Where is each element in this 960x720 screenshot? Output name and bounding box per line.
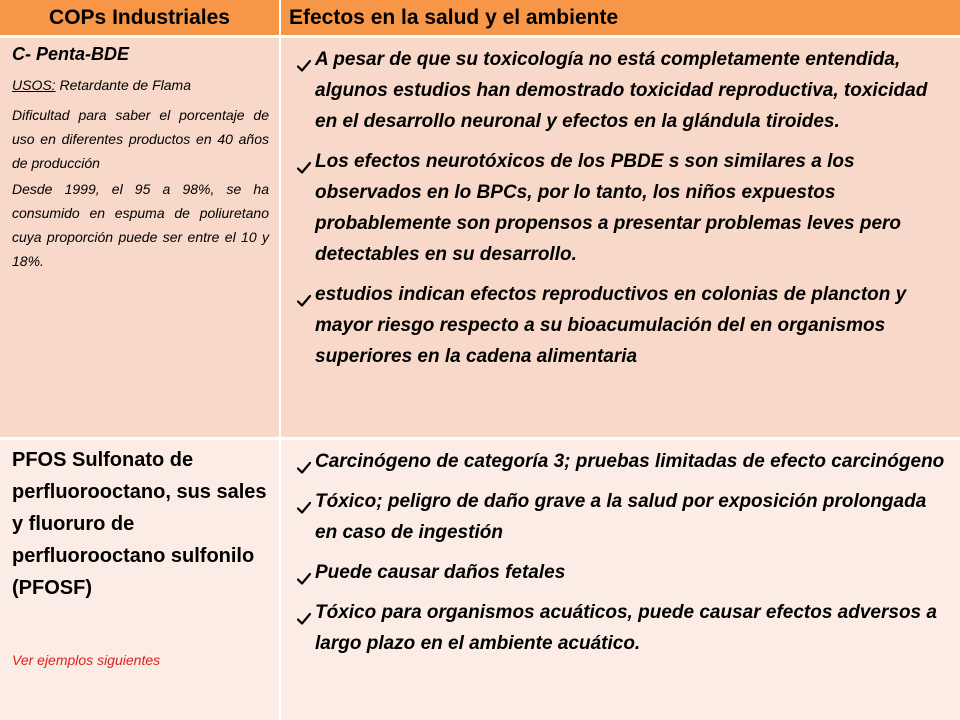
header-cops-industriales: COPs Industriales xyxy=(0,0,281,38)
row2-bullet xyxy=(297,597,946,659)
row2-bullet-text: Tóxico; peligro de daño grave a la salud por exposición prolongada en caso de ingestión xyxy=(315,491,927,543)
row2-bullet-text: Tóxico para organismos acuáticos, puede causar efectos adversos a largo plazo en el ambiente acuático. xyxy=(315,602,937,654)
checkmark-icon xyxy=(297,454,311,468)
checkmark-icon xyxy=(297,605,311,619)
header-efectos: Efectos en la salud y el ambiente xyxy=(281,0,960,38)
row2-effects-cell xyxy=(281,440,960,720)
row1-para-1: Dificultad para saber el porcentaje de uso en diferentes productos en 40 años de producción xyxy=(12,107,269,171)
row1-title: C- Penta-BDE xyxy=(12,44,130,64)
row1-bullet-text: estudios indican efectos reproductivos en colonias de plancton y mayor riesgo respecto a su bioacumulación del en organismos superiores en la cadena alimentaria xyxy=(315,284,907,367)
row2-bullet xyxy=(297,446,946,477)
row1-compound-cell xyxy=(0,38,281,440)
row1-effects-cell xyxy=(281,38,960,440)
ver-ejemplos-link[interactable]: Ver ejemplos siguientes xyxy=(12,652,161,668)
row2-title: PFOS Sulfonato de perfluorooctano, sus sales y fluoruro de perfluorooctano sulfonilo (PFOSF) xyxy=(12,449,267,599)
checkmark-icon xyxy=(297,154,311,168)
usos-value: Retardante de Flama xyxy=(55,77,191,93)
checkmark-icon xyxy=(297,52,311,66)
row2-bullet xyxy=(297,486,946,548)
checkmark-icon xyxy=(297,494,311,508)
row2-bullet xyxy=(297,557,946,588)
usos-label: USOS: xyxy=(12,77,56,93)
row2-bullet-text: Carcinógeno de categoría 3; pruebas limitadas de efecto carcinógeno xyxy=(315,451,945,472)
checkmark-icon xyxy=(297,565,311,579)
row1-bullet-text: Los efectos neurotóxicos de los PBDE s son similares a los observados en lo BPCs, por lo tanto, los niños expuestos probablemente son propensos a presentar problemas leves pero detectables en su desarrollo. xyxy=(315,151,902,265)
row2-bullet-text: Puede causar daños fetales xyxy=(315,562,566,583)
row1-bullet xyxy=(297,279,946,372)
row1-bullet xyxy=(297,44,946,137)
row1-bullet-text: A pesar de que su toxicología no está completamente entendida, algunos estudios han demostrado toxicidad reproductiva, toxicidad en el desarrollo neuronal y efectos en la glándula tiroides. xyxy=(315,49,928,132)
row1-para-2: Desde 1999, el 95 a 98%, se ha consumido en espuma de poliuretano cuya proporción puede ser entre el 10 y 18%. xyxy=(12,181,269,269)
row1-bullet xyxy=(297,146,946,270)
row2-compound-cell xyxy=(0,440,281,720)
row1-usos xyxy=(12,77,269,93)
checkmark-icon xyxy=(297,287,311,301)
